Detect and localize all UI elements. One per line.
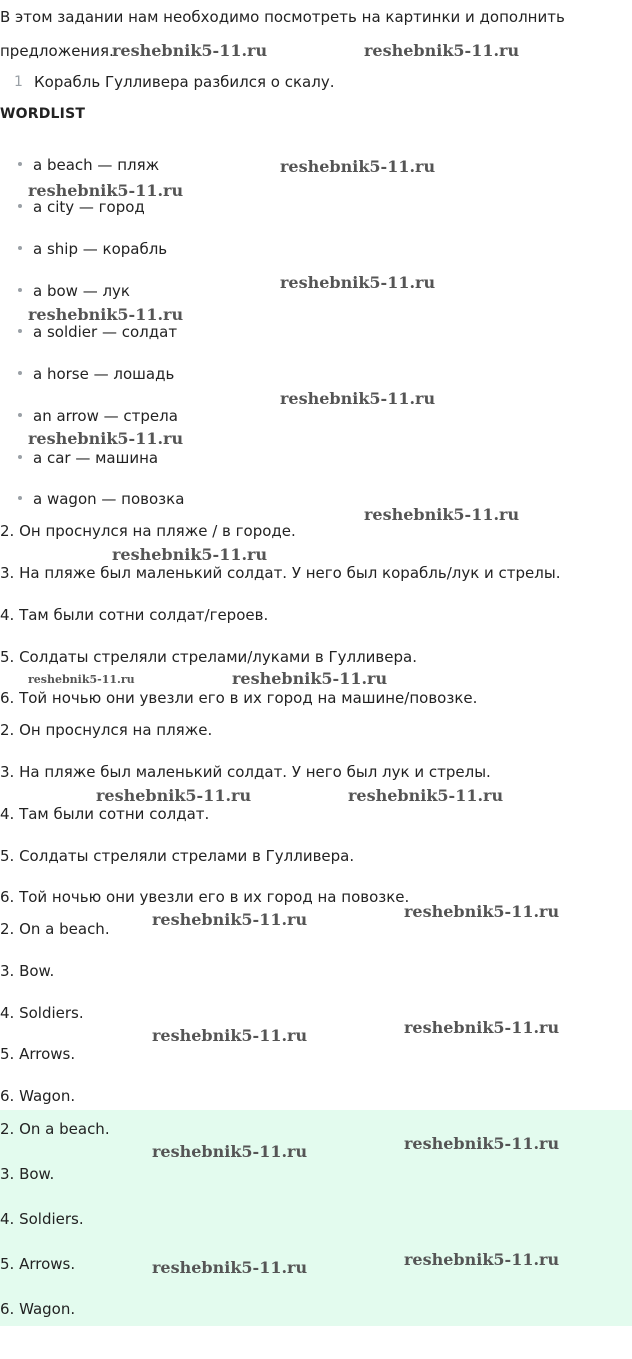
watermark: reshebnik5-11.ru (28, 181, 184, 200)
answer-sentence: 5. Солдаты стреляли стрелами в Гулливера. (0, 847, 355, 865)
bullet-icon (18, 204, 22, 208)
sentence-text: Корабль Гулливера разбился о скалу. (34, 73, 335, 91)
task-sentence: 3. На пляже был маленький солдат. У него был корабль/лук и стрелы. (0, 564, 561, 582)
wordlist-item: a soldier — солдат (18, 323, 177, 341)
wordlist-item: a wagon — повозка (18, 490, 184, 508)
answer-sentence: 3. На пляже был маленький солдат. У него был лук и стрелы. (0, 763, 491, 781)
highlighted-answer: 2. On a beach. (0, 1120, 110, 1138)
bullet-icon (18, 246, 22, 250)
watermark: reshebnik5-11.ru (152, 1026, 308, 1045)
watermark: reshebnik5-11.ru (28, 429, 184, 448)
watermark: reshebnik5-11.ru (404, 902, 560, 921)
intro-text-line2: предложения. (0, 42, 114, 60)
wordlist-item: a city — город (18, 198, 145, 216)
intro-text-line1: В этом задании нам необходимо посмотреть на картинки и дополнить (0, 8, 565, 26)
highlighted-answer: 5. Arrows. (0, 1255, 76, 1273)
watermark: reshebnik5-11.ru (348, 786, 504, 805)
answer-sentence: 2. Он проснулся на пляже. (0, 721, 213, 739)
watermark: reshebnik5-11.ru (96, 786, 252, 805)
answer-sentence: 6. Той ночью они увезли его в их город на повозке. (0, 888, 410, 906)
wordlist-item: a ship — корабль (18, 240, 167, 258)
highlighted-answer: 6. Wagon. (0, 1300, 76, 1318)
task-sentence: 6. Той ночью они увезли его в их город на машине/повозке. (0, 689, 478, 707)
answer-en: 6. Wagon. (0, 1087, 76, 1105)
watermark: reshebnik5-11.ru (152, 910, 308, 929)
watermark: reshebnik5-11.ru (404, 1018, 560, 1037)
bullet-icon (18, 371, 22, 375)
sentence-number: 1 (14, 74, 23, 90)
bullet-icon (18, 162, 22, 166)
bullet-icon (18, 288, 22, 292)
watermark: reshebnik5-11.ru (404, 1250, 560, 1269)
task-sentence: 4. Там были сотни солдат/героев. (0, 606, 269, 624)
watermark: reshebnik5-11.ru (232, 669, 388, 688)
bullet-icon (18, 413, 22, 417)
highlighted-answer: 4. Soldiers. (0, 1210, 84, 1228)
watermark: reshebnik5-11.ru (404, 1134, 560, 1153)
wordlist-item: a horse — лошадь (18, 365, 174, 383)
watermark: reshebnik5-11.ru (28, 673, 135, 686)
answer-en: 3. Bow. (0, 962, 55, 980)
bullet-icon (18, 455, 22, 459)
watermark: reshebnik5-11.ru (364, 41, 520, 60)
wordlist-item: a bow — лук (18, 282, 130, 300)
task-sentence: 2. Он проснулся на пляже / в городе. (0, 522, 296, 540)
watermark: reshebnik5-11.ru (112, 545, 268, 564)
task-sentence: 5. Солдаты стреляли стрелами/луками в Гулливера. (0, 648, 417, 666)
wordlist-item: a beach — пляж (18, 156, 159, 174)
watermark: reshebnik5-11.ru (152, 1258, 308, 1277)
answer-sentence: 4. Там были сотни солдат. (0, 805, 210, 823)
answer-en: 4. Soldiers. (0, 1004, 84, 1022)
wordlist-heading: WORDLIST (0, 106, 86, 122)
watermark: reshebnik5-11.ru (280, 157, 436, 176)
watermark: reshebnik5-11.ru (28, 305, 184, 324)
answer-en: 5. Arrows. (0, 1045, 76, 1063)
watermark: reshebnik5-11.ru (112, 41, 268, 60)
highlighted-answer: 3. Bow. (0, 1165, 55, 1183)
watermark: reshebnik5-11.ru (280, 273, 436, 292)
watermark: reshebnik5-11.ru (364, 505, 520, 524)
bullet-icon (18, 496, 22, 500)
watermark: reshebnik5-11.ru (280, 389, 436, 408)
watermark: reshebnik5-11.ru (152, 1142, 308, 1161)
wordlist-item: an arrow — стрела (18, 407, 178, 425)
answer-en: 2. On a beach. (0, 920, 110, 938)
bullet-icon (18, 329, 22, 333)
wordlist-item: a car — машина (18, 449, 158, 467)
